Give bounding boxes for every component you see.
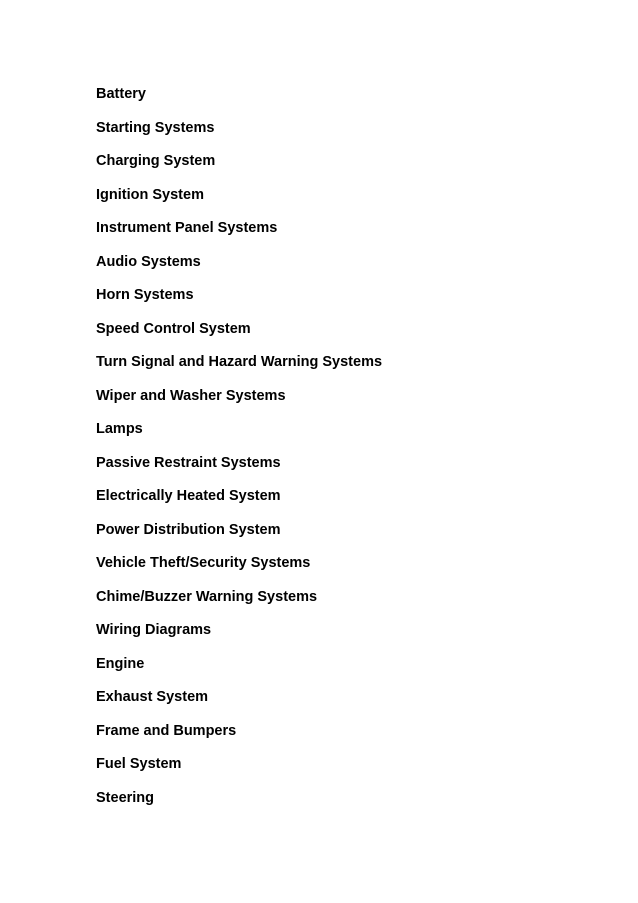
section-list: [96, 85, 382, 822]
section-item-audio-systems: Audio Systems: [96, 253, 201, 270]
section-item-speed-control-system: Speed Control System: [96, 320, 251, 337]
section-item-power-distribution-system: Power Distribution System: [96, 521, 281, 538]
section-item-chime-buzzer-warning-systems: Chime/Buzzer Warning Systems: [96, 588, 318, 605]
section-item-horn-systems: Horn Systems: [96, 287, 194, 303]
section-item-frame-and-bumpers: Frame and Bumpers: [96, 722, 237, 739]
section-item-fuel-system: Fuel System: [96, 756, 182, 772]
section-item-ignition-system: Ignition System: [96, 186, 204, 203]
section-item-wiring-diagrams: Wiring Diagrams: [96, 622, 212, 638]
section-item-passive-restraint-systems: Passive Restraint Systems: [96, 454, 281, 471]
section-item-vehicle-theft-security-systems: Vehicle Theft/Security Systems: [96, 555, 311, 571]
section-item-battery: Battery: [96, 86, 146, 102]
section-item-steering: Steering: [96, 789, 155, 806]
section-item-wiper-washer-systems: Wiper and Washer Systems: [96, 387, 286, 404]
section-item-instrument-panel-systems: Instrument Panel Systems: [96, 220, 278, 236]
section-item-starting-systems: Starting Systems: [96, 119, 215, 136]
section-item-exhaust-system: Exhaust System: [96, 689, 209, 705]
section-item-charging-system: Charging System: [96, 153, 216, 169]
section-item-lamps: Lamps: [96, 421, 143, 437]
section-item-engine: Engine: [96, 655, 145, 672]
section-item-electrically-heated-system: Electrically Heated System: [96, 488, 281, 504]
section-item-turn-signal-hazard-warning: Turn Signal and Hazard Warning Systems: [96, 354, 383, 370]
